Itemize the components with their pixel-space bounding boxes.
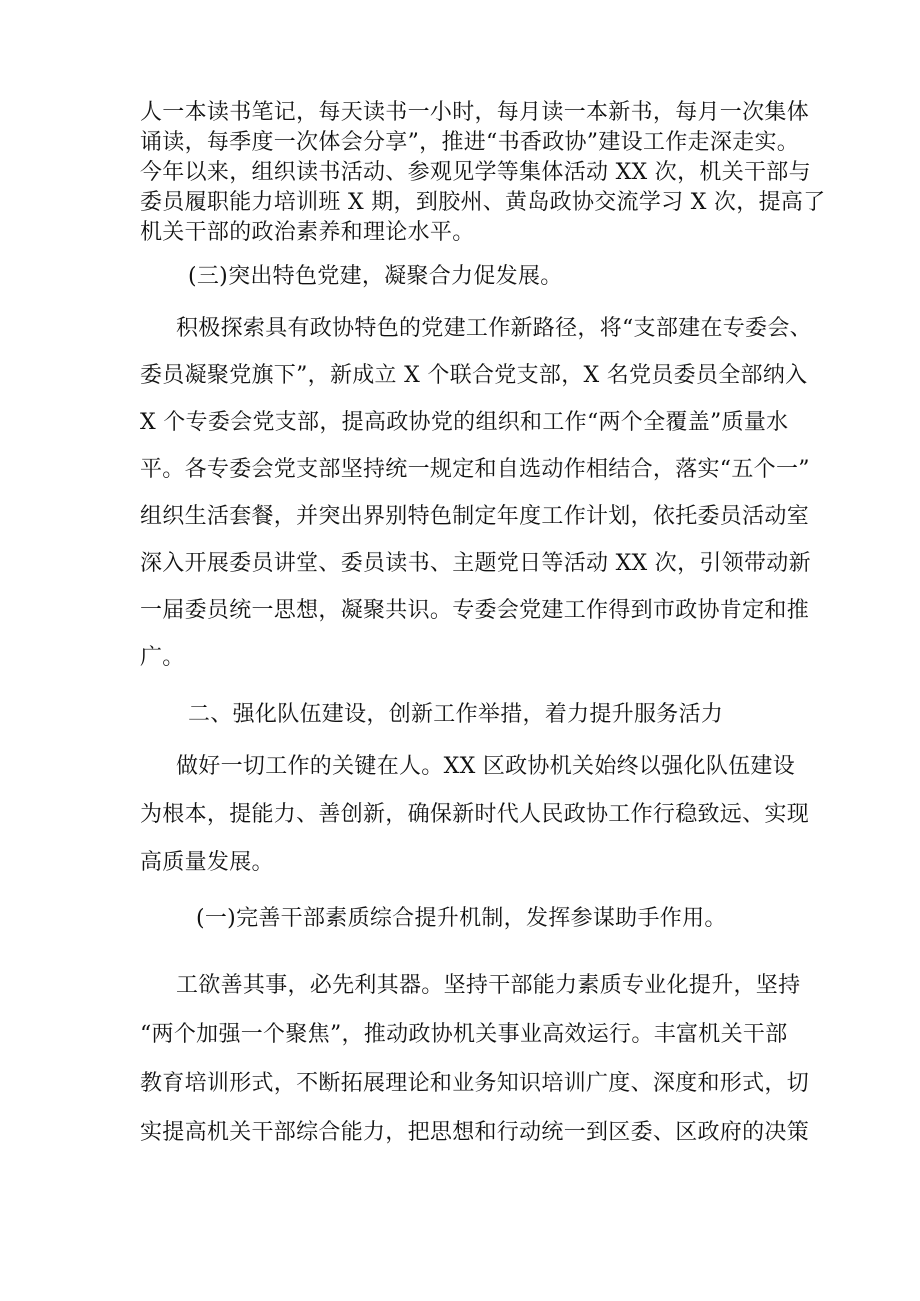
section-heading: (一)完善干部素质综合提升机制，发挥参谋助手作用。 <box>196 906 727 931</box>
paragraph-line: 为根本，提能力、善创新，确保新时代人民政协工作行稳致远、实现 <box>140 802 810 827</box>
paragraph-line: 平。各专委会党支部坚持统一规定和自选动作相结合，落实“五个一” <box>140 457 810 482</box>
section-heading: (三)突出特色党建，凝聚合力促发展。 <box>188 264 563 289</box>
paragraph-line: 委员履职能力培训班 X 期，到胶州、黄岛政协交流学习 X 次，提高了 <box>140 190 826 215</box>
paragraph-line: 教育培训形式，不断拓展理论和业务知识培训广度、深度和形式，切 <box>140 1071 810 1096</box>
paragraph-line: 实提高机关干部综合能力，把思想和行动统一到区委、区政府的决策 <box>140 1120 810 1145</box>
paragraph-line: 一届委员统一思想，凝聚共识。专委会党建工作得到市政协肯定和推 <box>140 598 810 623</box>
paragraph-line: 积极探索具有政协特色的党建工作新路径，将“支部建在专委会、 <box>176 316 812 341</box>
paragraph-line: 诵读，每季度一次体会分享”，推进“书香政协”建设工作走深走实。 <box>140 130 800 155</box>
paragraph-line: 深入开展委员讲堂、委员读书、主题党日等活动 XX 次，引领带动新 <box>140 551 811 576</box>
paragraph-line: “两个加强一个聚焦”，推动政协机关事业高效运行。丰富机关干部 <box>140 1022 788 1047</box>
paragraph-line: 高质量发展。 <box>140 850 274 875</box>
paragraph-line: 工欲善其事，必先利其器。坚持干部能力素质专业化提升，坚持 <box>176 973 801 998</box>
paragraph-line: 今年以来，组织读书活动、参观见学等集体活动 XX 次，机关干部与 <box>140 160 811 185</box>
paragraph-line: 人一本读书笔记，每天读书一小时，每月读一本新书，每月一次集体 <box>140 100 810 125</box>
paragraph-line: 机关干部的政治素养和理论水平。 <box>140 220 475 245</box>
paragraph-line: X 个专委会党支部，提高政协党的组织和工作“两个全覆盖”质量水 <box>140 410 789 435</box>
chapter-heading: 二、强化队伍建设，创新工作举措，着力提升服务活力 <box>188 702 724 727</box>
paragraph-line: 做好一切工作的关键在人。XX 区政协机关始终以强化队伍建设 <box>176 754 796 779</box>
paragraph-line: 组织生活套餐，并突出界别特色制定年度工作计划，依托委员活动室 <box>140 504 810 529</box>
paragraph-line: 广。 <box>140 645 185 670</box>
paragraph-line: 委员凝聚党旗下”，新成立 X 个联合党支部，X 名党员委员全部纳入 <box>140 363 808 388</box>
